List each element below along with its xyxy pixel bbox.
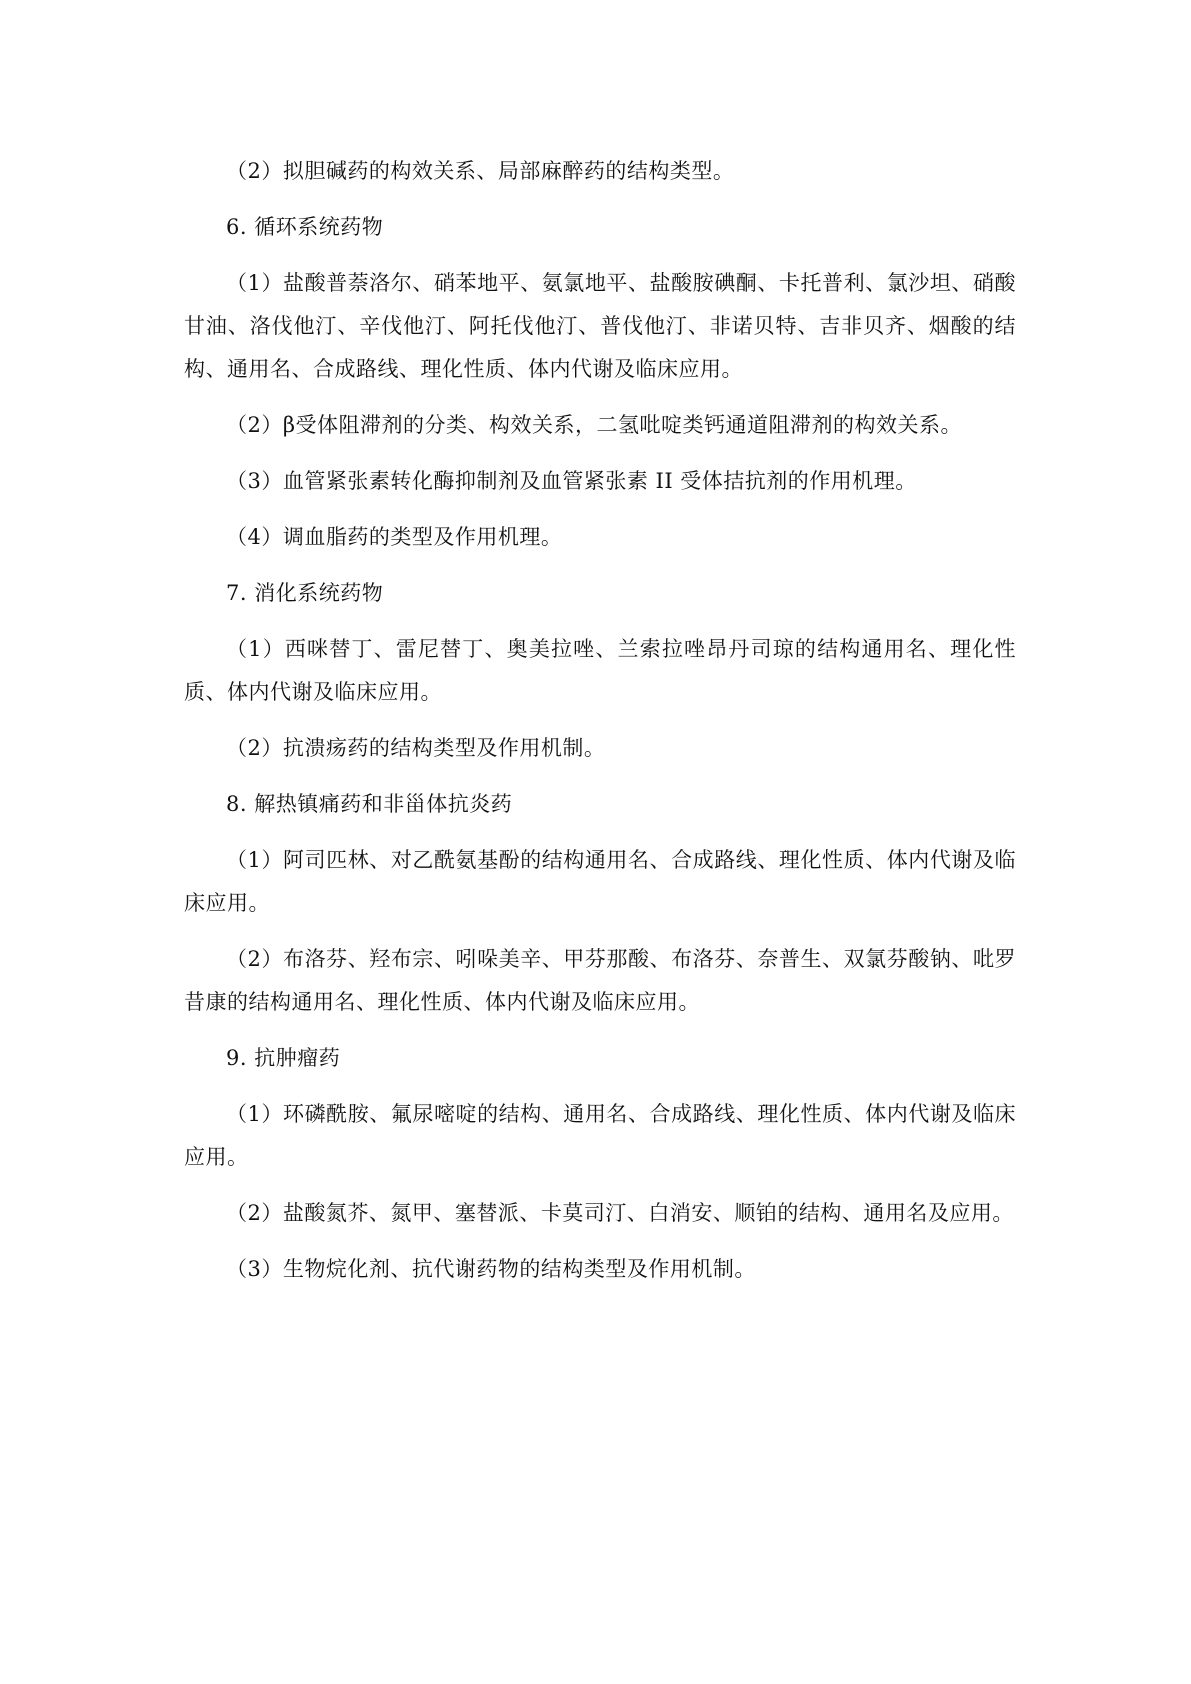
paragraph-item-2-ibuprofen: （2）布洛芬、羟布宗、吲哚美辛、甲芬那酸、布洛芬、奈普生、双氯芬酸钠、吡罗昔康的结构通用名、理化性质、体内代谢及临床应用。 bbox=[184, 947, 1016, 1014]
paragraph-item-2-beta-blockers: （2）β受体阻滞剂的分类、构效关系，二氢吡啶类钙通道阻滞剂的构效关系。 bbox=[226, 413, 962, 437]
section-heading-7-digestive: 7. 消化系统药物 bbox=[226, 581, 384, 605]
section-heading-9-antitumor: 9. 抗肿瘤药 bbox=[226, 1046, 341, 1070]
paragraph-item-1-circulatory-drugs: （1）盐酸普萘洛尔、硝苯地平、氨氯地平、盐酸胺碘酮、卡托普利、氯沙坦、硝酸甘油、洛伐他汀、辛伐他汀、阿托伐他汀、普伐他汀、非诺贝特、吉非贝齐、烟酸的结构、通用名、合成路线、理化性质、体内代谢及临床应用。 bbox=[184, 271, 1016, 381]
paragraph-item-1-digestive-drugs: （1）西咪替丁、雷尼替丁、奥美拉唑、兰索拉唑昂丹司琼的结构通用名、理化性质、体内代谢及临床应用。 bbox=[184, 637, 1016, 704]
paragraph-item-3-ace-inhibitors: （3）血管紧张素转化酶抑制剂及血管紧张素 II 受体拮抗剂的作用机理。 bbox=[226, 469, 917, 493]
section-heading-8-nsaids: 8. 解热镇痛药和非甾体抗炎药 bbox=[226, 792, 513, 816]
paragraph-item-4-lipid-drugs: （4）调血脂药的类型及作用机理。 bbox=[226, 525, 563, 549]
paragraph-item-1-cyclophosphamide: （1）环磷酰胺、氟尿嘧啶的结构、通用名、合成路线、理化性质、体内代谢及临床应用。 bbox=[184, 1102, 1016, 1169]
paragraph-item-3-alkylating-agents: （3）生物烷化剂、抗代谢药物的结构类型及作用机制。 bbox=[226, 1257, 756, 1281]
paragraph-item-2-nitrogen-mustard: （2）盐酸氮芥、氮甲、塞替派、卡莫司汀、白消安、顺铂的结构、通用名及应用。 bbox=[226, 1201, 1014, 1225]
paragraph-item-2-antiulcer: （2）抗溃疡药的结构类型及作用机制。 bbox=[226, 736, 606, 760]
paragraph-item-1-aspirin: （1）阿司匹林、对乙酰氨基酚的结构通用名、合成路线、理化性质、体内代谢及临床应用。 bbox=[184, 848, 1016, 915]
section-heading-6-circulatory: 6. 循环系统药物 bbox=[226, 215, 384, 239]
paragraph-item-2-cholinergic: （2）拟胆碱药的构效关系、局部麻醉药的结构类型。 bbox=[226, 159, 735, 183]
document-body bbox=[184, 150, 1016, 1304]
